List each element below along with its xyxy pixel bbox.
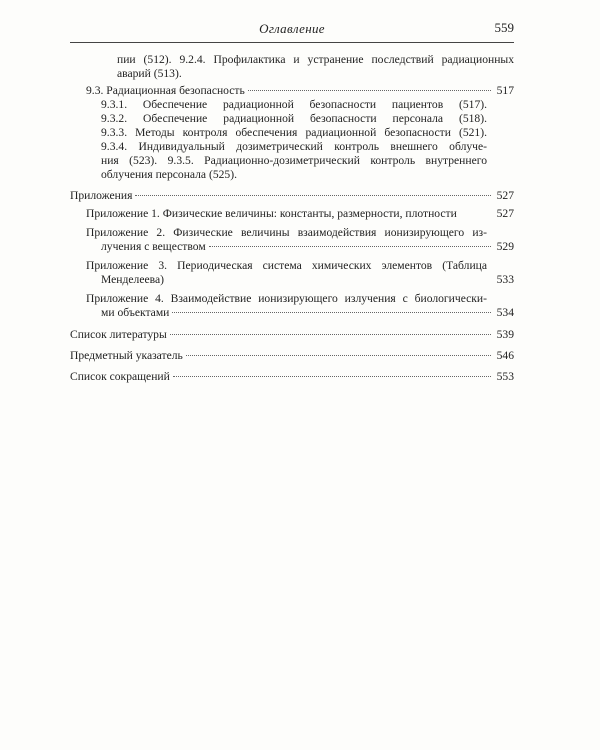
toc-entry-appendices[interactable] [70, 189, 514, 203]
toc-subsection-line: 9.3.2. Обеспечение радиационной безопасности персонала (518). [101, 112, 487, 125]
toc-entry-appendix-1[interactable] [70, 207, 514, 221]
toc-continuation-line: аварий (513). [117, 67, 182, 80]
toc-leader [172, 312, 491, 313]
toc-entry-appendix-2[interactable] [70, 226, 514, 254]
toc-subsection-line: 9.3.4. Индивидуальный дозиметрический контроль внешнего облуче- [101, 140, 487, 153]
toc-entry-label: Приложение 3. Периодическая система химических элементов (Таблица [86, 259, 487, 272]
toc-subsection-line: 9.3.1. Обеспечение радиационной безопасности пациентов (517). [101, 98, 487, 111]
page-number: 559 [494, 20, 514, 35]
toc-entry-label: 9.3. Радиационная безопасность [86, 84, 245, 97]
toc-entry-page: 529 [496, 240, 514, 253]
toc-leader [173, 376, 491, 377]
running-header [70, 18, 514, 43]
toc [70, 50, 514, 384]
running-header-title: Оглавление [259, 21, 325, 36]
toc-leader [248, 90, 491, 91]
toc-entry-page: 539 [496, 328, 514, 341]
toc-leader [135, 195, 491, 196]
toc-entry-appendix-4[interactable] [70, 292, 514, 320]
toc-subsection-line: ния (523). 9.3.5. Радиационно-дозиметрический контроль внутреннего [101, 154, 487, 167]
toc-leader [186, 355, 491, 356]
toc-entry-label: лучения с веществом [101, 240, 206, 253]
toc-entry-label: Список литературы [70, 328, 167, 341]
toc-entry-index[interactable] [70, 349, 514, 363]
toc-entry-label: Приложения [70, 189, 133, 202]
toc-entry-9-3[interactable] [70, 84, 514, 98]
toc-entry-page: 534 [496, 306, 514, 319]
toc-entry-label: ми объектами [101, 306, 170, 319]
toc-entry-label: Приложение 2. Физические величины взаимодействия ионизирующего из- [86, 226, 487, 239]
toc-entry-label: Предметный указатель [70, 349, 183, 362]
toc-continuation-line: пии (512). 9.2.4. Профилактика и устранение последствий радиационных [117, 53, 514, 66]
toc-subsection-line: 9.3.3. Методы контроля обеспечения радиационной безопасности (521). [101, 126, 487, 139]
toc-entry-references[interactable] [70, 328, 514, 342]
toc-entry-appendix-3[interactable] [70, 259, 514, 287]
toc-subsection-line: облучения персонала (525). [101, 168, 237, 181]
toc-entry-label: Менделеева) [101, 273, 164, 286]
toc-entry-page: 517 [496, 84, 514, 97]
toc-entry-label: Приложение 4. Взаимодействие ионизирующего излучения с биологически- [86, 292, 487, 305]
toc-entry-page: 527 [496, 189, 514, 202]
toc-entry-page: 553 [496, 370, 514, 383]
toc-subsections [70, 98, 514, 182]
toc-entry-page: 533 [496, 273, 514, 286]
toc-entry-label: Приложение 1. Физические величины: константы, размерности, плотности [86, 207, 457, 220]
toc-entry-label: Список сокращений [70, 370, 170, 383]
toc-entry-page: 527 [496, 207, 514, 220]
toc-entry-page: 546 [496, 349, 514, 362]
toc-leader [209, 246, 491, 247]
toc-leader [170, 334, 491, 335]
toc-entry-abbreviations[interactable] [70, 370, 514, 384]
